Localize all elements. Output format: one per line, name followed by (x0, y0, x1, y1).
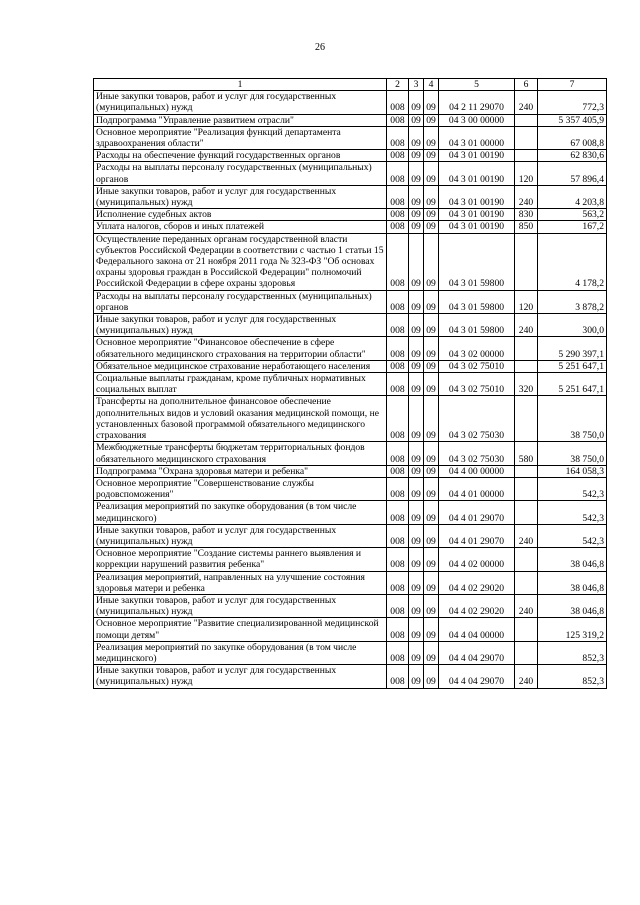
row-name: Расходы на выплаты персоналу государственных (муниципальных) органов (94, 290, 387, 313)
subsection-code: 09 (424, 618, 439, 641)
target-article-code: 04 3 01 59800 (439, 314, 515, 337)
ministry-code: 008 (387, 373, 409, 396)
column-header: 2 (387, 79, 409, 91)
expense-type-code: 240 (515, 594, 538, 617)
row-name: Основное мероприятие "Совершенствование службы родовспоможения" (94, 477, 387, 500)
expense-type-code (515, 126, 538, 149)
row-name: Иные закупки товаров, работ и услуг для государственных (муниципальных) нужд (94, 185, 387, 208)
ministry-code: 008 (387, 548, 409, 571)
table-row (94, 114, 607, 126)
section-code: 09 (409, 185, 424, 208)
section-code: 09 (409, 290, 424, 313)
subsection-code: 09 (424, 126, 439, 149)
row-name: Трансферты на дополнительное финансовое обеспечение дополнительных видов и условий оказания медицинской помощи, не установленных базовой программой обязательного медицинского страхования (94, 396, 387, 442)
subsection-code: 09 (424, 641, 439, 664)
row-name: Реализация мероприятий, направленных на улучшение состояния здоровья матери и ребенка (94, 571, 387, 594)
table-row (94, 594, 607, 617)
section-code: 09 (409, 314, 424, 337)
target-article-code: 04 4 01 29070 (439, 501, 515, 524)
row-name: Иные закупки товаров, работ и услуг для государственных (муниципальных) нужд (94, 665, 387, 688)
table-row (94, 185, 607, 208)
amount: 38 750,0 (538, 396, 607, 442)
section-code: 09 (409, 396, 424, 442)
target-article-code: 04 3 00 00000 (439, 114, 515, 126)
target-article-code: 04 4 04 00000 (439, 618, 515, 641)
table-row (94, 233, 607, 290)
row-name: Осуществление переданных органам государственной власти субъектов Российской Федерации в соответствии с частью 1 статьи 15 Федерального закона от 21 ноября 2011 года № 323-ФЗ "Об основах охраны здоровья граждан в Российской Федерации" полномочий Российской Федерации в сфере охраны здоровья (94, 233, 387, 290)
expense-type-code (515, 360, 538, 372)
target-article-code: 04 2 11 29070 (439, 91, 515, 114)
amount: 300,0 (538, 314, 607, 337)
ministry-code: 008 (387, 162, 409, 185)
ministry-code: 008 (387, 618, 409, 641)
section-code: 09 (409, 524, 424, 547)
ministry-code: 008 (387, 150, 409, 162)
expense-type-code (515, 618, 538, 641)
expense-type-code (515, 501, 538, 524)
expense-type-code: 240 (515, 91, 538, 114)
ministry-code: 008 (387, 114, 409, 126)
table-header-row (94, 79, 607, 91)
table-row (94, 665, 607, 688)
target-article-code: 04 4 02 29020 (439, 571, 515, 594)
page-number: 26 (315, 42, 325, 53)
expense-type-code: 830 (515, 209, 538, 221)
amount: 5 357 405,9 (538, 114, 607, 126)
amount: 3 878,2 (538, 290, 607, 313)
ministry-code: 008 (387, 221, 409, 233)
amount: 125 319,2 (538, 618, 607, 641)
expense-type-code: 320 (515, 373, 538, 396)
section-code: 09 (409, 594, 424, 617)
column-header: 6 (515, 79, 538, 91)
target-article-code: 04 4 02 29020 (439, 594, 515, 617)
subsection-code: 09 (424, 396, 439, 442)
ministry-code: 008 (387, 442, 409, 465)
target-article-code: 04 3 01 00190 (439, 162, 515, 185)
subsection-code: 09 (424, 162, 439, 185)
amount: 67 008,8 (538, 126, 607, 149)
target-article-code: 04 4 04 29070 (439, 665, 515, 688)
subsection-code: 09 (424, 477, 439, 500)
expense-type-code (515, 548, 538, 571)
ministry-code: 008 (387, 290, 409, 313)
expense-type-code (515, 396, 538, 442)
row-name: Подпрограмма "Управление развитием отрасли" (94, 114, 387, 126)
subsection-code: 09 (424, 185, 439, 208)
row-name: Иные закупки товаров, работ и услуг для государственных (муниципальных) нужд (94, 594, 387, 617)
row-name: Уплата налогов, сборов и иных платежей (94, 221, 387, 233)
amount: 542,3 (538, 477, 607, 500)
ministry-code: 008 (387, 126, 409, 149)
target-article-code: 04 3 01 00190 (439, 185, 515, 208)
row-name: Исполнение судебных актов (94, 209, 387, 221)
section-code: 09 (409, 501, 424, 524)
expense-type-code (515, 114, 538, 126)
table-row (94, 360, 607, 372)
expense-type-code (515, 571, 538, 594)
target-article-code: 04 4 00 00000 (439, 465, 515, 477)
ministry-code: 008 (387, 665, 409, 688)
row-name: Основное мероприятие "Развитие специализированной медицинской помощи детям" (94, 618, 387, 641)
target-article-code: 04 3 02 75010 (439, 360, 515, 372)
table-row (94, 501, 607, 524)
column-header: 4 (424, 79, 439, 91)
table-row (94, 91, 607, 114)
section-code: 09 (409, 665, 424, 688)
ministry-code: 008 (387, 594, 409, 617)
target-article-code: 04 3 01 59800 (439, 290, 515, 313)
expense-type-code: 240 (515, 524, 538, 547)
expense-type-code: 580 (515, 442, 538, 465)
subsection-code: 09 (424, 524, 439, 547)
table-row (94, 477, 607, 500)
subsection-code: 09 (424, 665, 439, 688)
amount: 5 290 397,1 (538, 337, 607, 360)
amount: 57 896,4 (538, 162, 607, 185)
section-code: 09 (409, 618, 424, 641)
table-row (94, 571, 607, 594)
table-row (94, 290, 607, 313)
amount: 852,3 (538, 641, 607, 664)
table-row (94, 314, 607, 337)
ministry-code: 008 (387, 641, 409, 664)
amount: 38 046,8 (538, 594, 607, 617)
amount: 772,3 (538, 91, 607, 114)
table-row (94, 442, 607, 465)
subsection-code: 09 (424, 150, 439, 162)
expense-type-code (515, 641, 538, 664)
ministry-code: 008 (387, 337, 409, 360)
table-row (94, 524, 607, 547)
ministry-code: 008 (387, 314, 409, 337)
amount: 38 046,8 (538, 571, 607, 594)
amount: 38 046,8 (538, 548, 607, 571)
expense-type-code (515, 477, 538, 500)
ministry-code: 008 (387, 209, 409, 221)
section-code: 09 (409, 360, 424, 372)
expense-type-code (515, 337, 538, 360)
subsection-code: 09 (424, 360, 439, 372)
expense-type-code: 850 (515, 221, 538, 233)
amount: 542,3 (538, 524, 607, 547)
subsection-code: 09 (424, 290, 439, 313)
target-article-code: 04 3 02 75030 (439, 442, 515, 465)
subsection-code: 09 (424, 373, 439, 396)
subsection-code: 09 (424, 314, 439, 337)
column-header: 7 (538, 79, 607, 91)
table-row (94, 373, 607, 396)
ministry-code: 008 (387, 91, 409, 114)
amount: 5 251 647,1 (538, 360, 607, 372)
row-name: Обязательное медицинское страхование неработающего населения (94, 360, 387, 372)
expense-type-code: 240 (515, 314, 538, 337)
row-name: Иные закупки товаров, работ и услуг для государственных (муниципальных) нужд (94, 314, 387, 337)
section-code: 09 (409, 221, 424, 233)
amount: 164 058,3 (538, 465, 607, 477)
section-code: 09 (409, 465, 424, 477)
section-code: 09 (409, 442, 424, 465)
ministry-code: 008 (387, 501, 409, 524)
subsection-code: 09 (424, 114, 439, 126)
target-article-code: 04 3 01 00190 (439, 209, 515, 221)
column-header: 1 (94, 79, 387, 91)
subsection-code: 09 (424, 442, 439, 465)
row-name: Социальные выплаты гражданам, кроме публичных нормативных социальных выплат (94, 373, 387, 396)
subsection-code: 09 (424, 221, 439, 233)
row-name: Основное мероприятие "Создание системы раннего выявления и коррекции нарушений развития ребенка" (94, 548, 387, 571)
amount: 38 750,0 (538, 442, 607, 465)
row-name: Реализация мероприятий по закупке оборудования (в том числе медицинского) (94, 641, 387, 664)
table-row (94, 465, 607, 477)
target-article-code: 04 3 01 00000 (439, 126, 515, 149)
ministry-code: 008 (387, 233, 409, 290)
ministry-code: 008 (387, 360, 409, 372)
row-name: Расходы на выплаты персоналу государственных (муниципальных) органов (94, 162, 387, 185)
ministry-code: 008 (387, 185, 409, 208)
expense-type-code (515, 150, 538, 162)
row-name: Иные закупки товаров, работ и услуг для государственных (муниципальных) нужд (94, 524, 387, 547)
ministry-code: 008 (387, 396, 409, 442)
subsection-code: 09 (424, 209, 439, 221)
column-header: 5 (439, 79, 515, 91)
subsection-code: 09 (424, 465, 439, 477)
section-code: 09 (409, 571, 424, 594)
amount: 5 251 647,1 (538, 373, 607, 396)
section-code: 09 (409, 209, 424, 221)
row-name: Основное мероприятие "Финансовое обеспечение в сфере обязательного медицинского страхования на территории области" (94, 337, 387, 360)
ministry-code: 008 (387, 571, 409, 594)
column-header: 3 (409, 79, 424, 91)
target-article-code: 04 3 01 59800 (439, 233, 515, 290)
expense-type-code: 120 (515, 290, 538, 313)
target-article-code: 04 4 04 29070 (439, 641, 515, 664)
amount: 542,3 (538, 501, 607, 524)
table-row (94, 396, 607, 442)
expense-type-code (515, 233, 538, 290)
target-article-code: 04 4 02 00000 (439, 548, 515, 571)
amount: 4 203,8 (538, 185, 607, 208)
budget-table (93, 78, 607, 689)
section-code: 09 (409, 233, 424, 290)
row-name: Расходы на обеспечение функций государственных органов (94, 150, 387, 162)
amount: 4 178,2 (538, 233, 607, 290)
amount: 852,3 (538, 665, 607, 688)
target-article-code: 04 4 01 29070 (439, 524, 515, 547)
row-name: Основное мероприятие "Реализация функций департамента здравоохранения области" (94, 126, 387, 149)
section-code: 09 (409, 126, 424, 149)
subsection-code: 09 (424, 233, 439, 290)
row-name: Подпрограмма "Охрана здоровья матери и ребенка" (94, 465, 387, 477)
target-article-code: 04 3 02 00000 (439, 337, 515, 360)
section-code: 09 (409, 114, 424, 126)
subsection-code: 09 (424, 548, 439, 571)
subsection-code: 09 (424, 91, 439, 114)
expense-type-code: 120 (515, 162, 538, 185)
table-row (94, 150, 607, 162)
table-row (94, 221, 607, 233)
section-code: 09 (409, 91, 424, 114)
ministry-code: 008 (387, 477, 409, 500)
table-row (94, 641, 607, 664)
section-code: 09 (409, 548, 424, 571)
table-row (94, 162, 607, 185)
row-name: Реализация мероприятий по закупке оборудования (в том числе медицинского) (94, 501, 387, 524)
amount: 62 830,6 (538, 150, 607, 162)
target-article-code: 04 3 01 00190 (439, 221, 515, 233)
ministry-code: 008 (387, 465, 409, 477)
subsection-code: 09 (424, 501, 439, 524)
target-article-code: 04 3 01 00190 (439, 150, 515, 162)
target-article-code: 04 3 02 75010 (439, 373, 515, 396)
subsection-code: 09 (424, 571, 439, 594)
table-row (94, 337, 607, 360)
table-row (94, 126, 607, 149)
expense-type-code (515, 465, 538, 477)
section-code: 09 (409, 373, 424, 396)
amount: 167,2 (538, 221, 607, 233)
table-row (94, 548, 607, 571)
ministry-code: 008 (387, 524, 409, 547)
row-name: Иные закупки товаров, работ и услуг для государственных (муниципальных) нужд (94, 91, 387, 114)
table-row (94, 618, 607, 641)
amount: 563,2 (538, 209, 607, 221)
section-code: 09 (409, 337, 424, 360)
section-code: 09 (409, 162, 424, 185)
table-row (94, 209, 607, 221)
section-code: 09 (409, 641, 424, 664)
expense-type-code: 240 (515, 665, 538, 688)
subsection-code: 09 (424, 594, 439, 617)
target-article-code: 04 4 01 00000 (439, 477, 515, 500)
section-code: 09 (409, 150, 424, 162)
section-code: 09 (409, 477, 424, 500)
row-name: Межбюджетные трансферты бюджетам территориальных фондов обязательного медицинского страхования (94, 442, 387, 465)
target-article-code: 04 3 02 75030 (439, 396, 515, 442)
subsection-code: 09 (424, 337, 439, 360)
expense-type-code: 240 (515, 185, 538, 208)
